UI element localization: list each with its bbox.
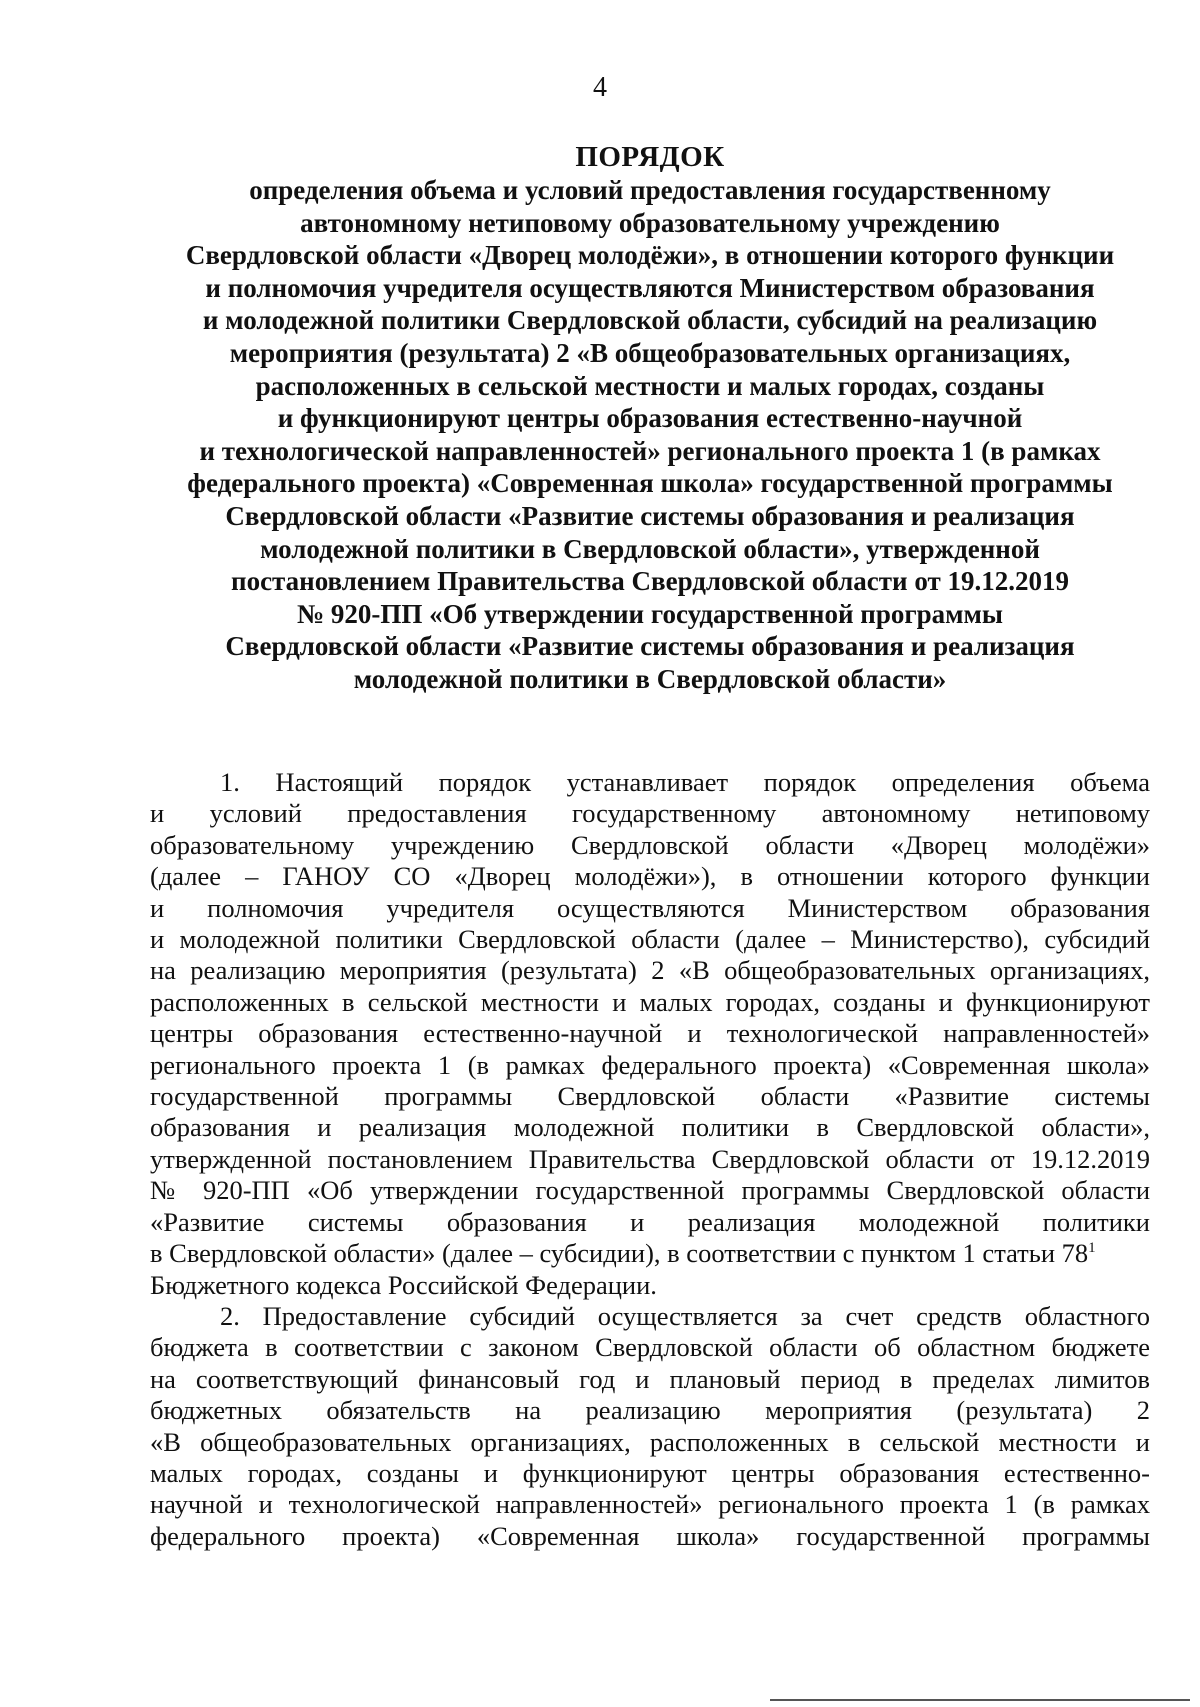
body-line: на реализацию мероприятия (результата) 2 «В общеобразовательных организациях, (150, 955, 1150, 986)
page-edge-rule (770, 1699, 1190, 1701)
subtitle-line: Свердловской области «Развитие системы образования и реализация (225, 631, 1075, 662)
body-line: научной и технологической направленностей» регионального проекта 1 (в рамках (150, 1489, 1150, 1520)
subtitle-line: расположенных в сельской местности и малых городах, созданы (255, 370, 1045, 401)
body-line: государственной программы Свердловской области «Развитие системы (150, 1081, 1150, 1112)
subtitle-line: мероприятия (результата) 2 «В общеобразовательных организациях, (229, 337, 1071, 368)
body-line: образования и реализация молодежной политики в Свердловской области», (150, 1112, 1150, 1143)
body-line: и условий предоставления государственному автономному нетиповому (150, 798, 1150, 829)
subtitle-line: № 920-ПП «Об утверждении государственной программы (297, 598, 1003, 629)
body-line: «Развитие системы образования и реализация молодежной политики (150, 1206, 1150, 1237)
body-line: и молодежной политики Свердловской области (далее – Министерство), субсидий (150, 924, 1150, 955)
body-line: центры образования естественно-научной и технологической направленностей» (150, 1018, 1150, 1049)
superscript-marker: 1 (1088, 1240, 1096, 1257)
body-line: федерального проекта) «Современная школа» государственной программы (150, 1520, 1150, 1551)
body-line: 2. Предоставление субсидий осуществляется за счет средств областного (220, 1300, 1150, 1331)
body-line: № 920-ПП «Об утверждении государственной программы Свердловской области (150, 1175, 1150, 1206)
paragraph-2 (150, 1301, 1150, 1552)
body-line: малых городах, созданы и функционируют центры образования естественно- (150, 1457, 1150, 1488)
subtitle-line: Свердловской области «Дворец молодёжи», в отношении которого функции (185, 240, 1115, 271)
subtitle-line: автономному нетиповому образовательному учреждению (300, 207, 1000, 238)
body-line: бюджета в соответствии с законом Свердловской области об областном бюджете (150, 1332, 1150, 1363)
subtitle-line: федерального проекта) «Современная школа» государственной программы (187, 468, 1113, 499)
body-line: Бюджетного кодекса Российской Федерации. (150, 1269, 657, 1300)
body-line: «В общеобразовательных организациях, расположенных в сельской местности и (150, 1426, 1150, 1457)
subtitle-line: и полномочия учредителя осуществляются Министерством образования (205, 272, 1095, 303)
body-line-text: в Свердловской области» (далее – субсидии), в соответствии с пунктом 1 статьи 78 (150, 1238, 1089, 1269)
subtitle-line: Свердловской области «Развитие системы образования и реализация (225, 500, 1075, 531)
body-line: бюджетных обязательств на реализацию мероприятия (результата) 2 (150, 1395, 1150, 1426)
subtitle-line: и функционируют центры образования естественно-научной (277, 403, 1023, 434)
subtitle-line: молодежной политики в Свердловской области», утвержденной (260, 533, 1040, 564)
page-number: 4 (593, 72, 607, 103)
body-line: на соответствующий финансовый год и плановый период в пределах лимитов (150, 1363, 1150, 1394)
subtitle-line: молодежной политики в Свердловской области» (353, 663, 947, 694)
paragraph-1 (150, 767, 1150, 1301)
subtitle-line: постановлением Правительства Свердловской области от 19.12.2019 (231, 566, 1069, 597)
subtitle-line: и технологической направленностей» регионального проекта 1 (в рамках (199, 435, 1101, 466)
subtitle-line: и молодежной политики Свердловской области, субсидий на реализацию (202, 305, 1098, 336)
body-line: регионального проекта 1 (в рамках федерального проекта) «Современная школа» (150, 1049, 1150, 1080)
body-line: утвержденной постановлением Правительства Свердловской области от 19.12.2019 (150, 1143, 1150, 1174)
body-line: 1. Настоящий порядок устанавливает порядок определения объема (220, 767, 1150, 797)
subtitle-line: определения объема и условий предоставления государственному (249, 175, 1051, 205)
body-line-with-superscript (150, 1238, 1150, 1269)
document-body (150, 767, 1150, 1552)
body-line: образовательному учреждению Свердловской области «Дворец молодёжи» (150, 829, 1150, 860)
body-line: и полномочия учредителя осуществляются Министерством образования (150, 892, 1150, 923)
document-title: ПОРЯДОК (575, 141, 725, 173)
body-line: (далее – ГАНОУ СО «Дворец молодёжи»), в отношении которого функции (150, 861, 1150, 892)
body-line: расположенных в сельской местности и малых городах, созданы и функционируют (150, 986, 1150, 1017)
document-subtitle (150, 174, 1150, 696)
